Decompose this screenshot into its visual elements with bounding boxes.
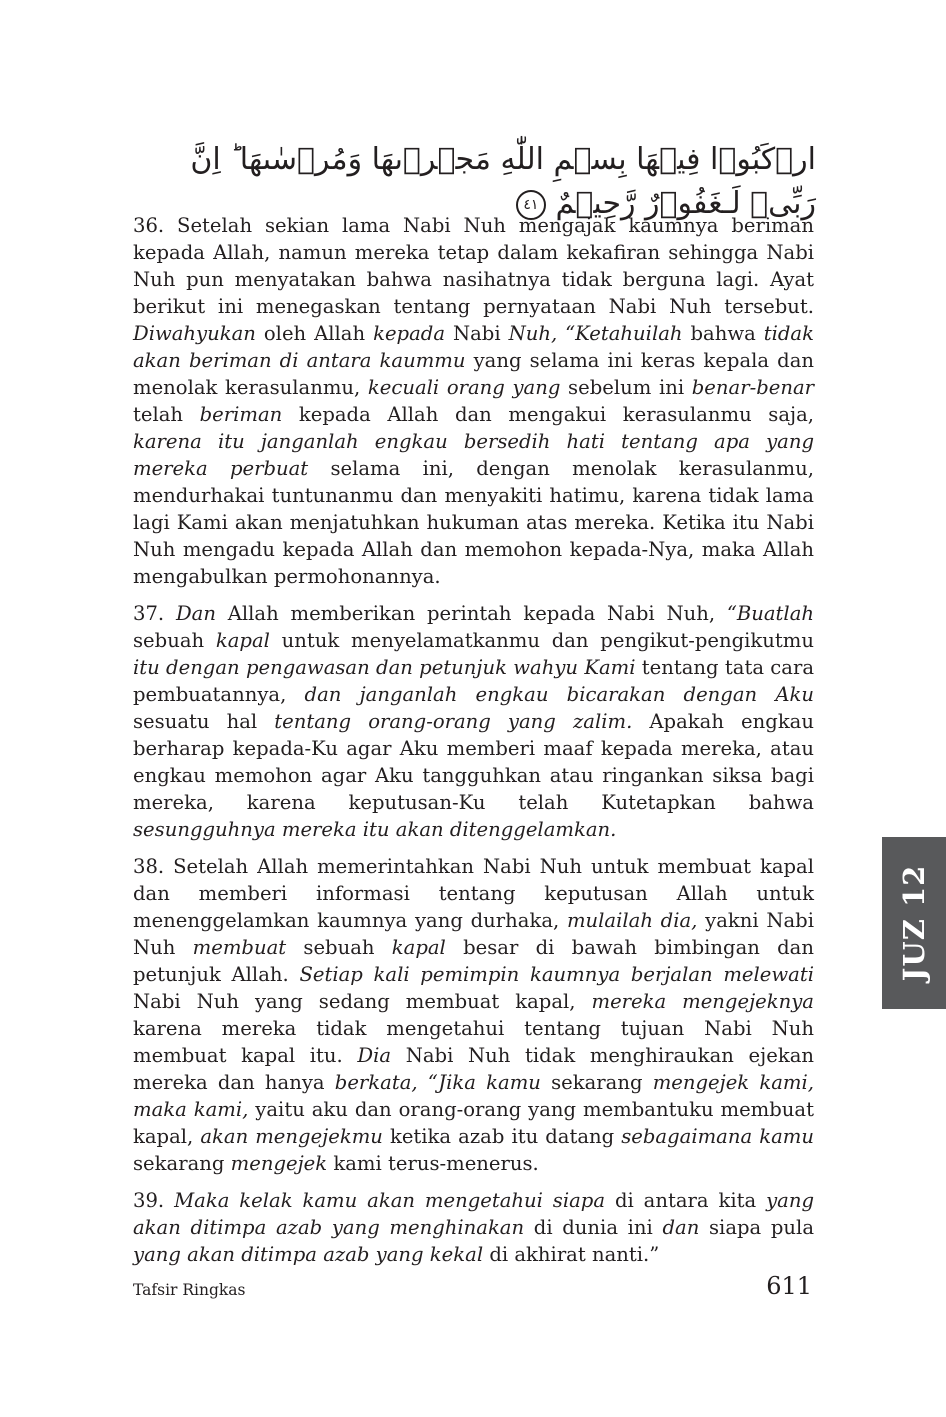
text-segment: sesuatu hal bbox=[133, 710, 275, 733]
italic-text: membuat bbox=[192, 936, 287, 959]
text-segment: Apakah engkau berharap kepada-Ku agar Aku memberi maaf kepada mereka, atau engkau memohon agar Aku tangguhkan atau ringankan siksa bagi mereka, karena keputusan-Ku telah Kutetapkan bahwa bbox=[133, 710, 814, 814]
text-segment: sekarang bbox=[133, 1152, 231, 1175]
italic-text: kapal bbox=[215, 629, 270, 652]
text-segment: oleh Allah bbox=[255, 322, 374, 345]
italic-text: kapal bbox=[391, 936, 446, 959]
text-segment: sekarang bbox=[540, 1071, 653, 1094]
text-segment: ketika azab itu datang bbox=[382, 1125, 622, 1148]
italic-text: karena itu janganlah engkau bersedih hati tentang apa yang mereka perbuat bbox=[133, 430, 814, 480]
text-segment: selama ini, dengan menolak kerasulanmu, mendurhakai tuntunanmu dan menyakiti hatimu, karena tidak lama lagi Kami akan menjatuhkan hukuman atas mereka. Ketika itu Nabi Nuh mengadu kepada Allah dan memohon kepada-Nya, maka Allah mengabulkan permohonannya. bbox=[133, 457, 814, 588]
italic-text: sesungguhnya mereka itu akan ditenggelamkan. bbox=[133, 818, 617, 841]
italic-text: itu dengan pengawasan dan petunjuk wahyu Kami bbox=[133, 656, 636, 679]
text-segment: Nabi Nuh tidak menghiraukan ejekan mereka dan hanya bbox=[133, 1044, 814, 1094]
italic-text: Maka kelak kamu akan mengetahui siapa bbox=[174, 1189, 606, 1212]
arabic-verse-text: ارۡكَبُوۡا فِيۡهَا بِسۡمِ اللّٰهِ مَجۡرٖٮهَا وَمُرۡسٰٮهَا ؕ اِنَّ رَبِّىۡ لَـغَفُوۡرٌ رَّحِيۡمٌ bbox=[190, 142, 816, 221]
text-segment: bahwa bbox=[682, 322, 764, 345]
text-segment: Nabi Nuh yang sedang membuat kapal, bbox=[133, 990, 592, 1013]
italic-text: “Buatlah bbox=[726, 602, 815, 625]
juz-side-tab bbox=[882, 837, 946, 1009]
italic-text: benar-benar bbox=[691, 376, 814, 399]
text-segment: siapa pula bbox=[699, 1216, 814, 1239]
italic-text: Dia bbox=[357, 1044, 392, 1067]
italic-text: Dan bbox=[175, 602, 216, 625]
commentary-paragraph bbox=[133, 600, 814, 843]
footer-book-title: Tafsir Ringkas bbox=[133, 1281, 246, 1299]
text-segment: sebelum ini bbox=[560, 376, 692, 399]
text-segment: sebuah bbox=[133, 629, 216, 652]
italic-text: yang akan ditimpa azab yang menghinakan bbox=[133, 1189, 815, 1239]
italic-text: mulailah dia, bbox=[566, 909, 698, 932]
text-segment: kepada Allah dan mengakui kerasulanmu saja, bbox=[282, 403, 814, 426]
text-segment: yaitu aku dan orang-orang yang membantuku membuat kapal, bbox=[133, 1098, 814, 1148]
italic-text: akan mengejekmu bbox=[200, 1125, 383, 1148]
verse-number-marker: ٤١ bbox=[516, 190, 546, 220]
juz-label: JUZ 12 bbox=[897, 864, 931, 982]
italic-text: berkata, “Jika kamu bbox=[334, 1071, 541, 1094]
italic-text: beriman bbox=[199, 403, 283, 426]
text-segment: 39. bbox=[133, 1189, 175, 1212]
italic-text: tentang orang-orang yang zalim. bbox=[274, 710, 633, 733]
commentary-paragraph bbox=[133, 212, 814, 590]
text-segment: besar di bawah bimbingan dan petunjuk Allah. bbox=[133, 936, 814, 986]
text-segment: 37. bbox=[133, 602, 176, 625]
text-segment: di dunia ini bbox=[524, 1216, 663, 1239]
text-segment: yakni Nabi Nuh bbox=[133, 909, 814, 959]
text-segment: telah bbox=[133, 403, 200, 426]
italic-text: mengejek bbox=[230, 1152, 328, 1175]
text-segment: yang selama ini keras kepala dan menolak kerasulanmu, bbox=[133, 349, 814, 399]
text-segment: kami terus-menerus. bbox=[327, 1152, 539, 1175]
text-segment: sebuah bbox=[286, 936, 392, 959]
italic-text: tidak akan beriman di antara kaummu bbox=[133, 322, 814, 372]
text-segment: di akhirat nanti.” bbox=[483, 1243, 660, 1266]
text-segment: 38. Setelah Allah memerintahkan Nabi Nuh untuk membuat kapal dan memberi informasi tentang keputusan Allah untuk menenggelamkan kaumnya yang durhaka, bbox=[133, 855, 814, 932]
italic-text: mereka mengejeknya bbox=[591, 990, 814, 1013]
italic-text: sebagaimana kamu bbox=[621, 1125, 814, 1148]
italic-text: dan bbox=[662, 1216, 700, 1239]
text-segment: Allah memberikan perintah kepada Nabi Nuh, bbox=[215, 602, 727, 625]
commentary-paragraph bbox=[133, 1187, 814, 1268]
page-number: 611 bbox=[766, 1272, 812, 1300]
commentary-body bbox=[133, 212, 814, 1278]
text-segment: 36. Setelah sekian lama Nabi Nuh mengajak kaumnya beriman kepada Allah, namun mereka tetap dalam kekafiran sehingga Nabi Nuh pun menyatakan bahwa nasihatnya tidak berguna lagi. Ayat berikut ini menegaskan tentang pernyataan Nabi Nuh tersebut. bbox=[133, 214, 814, 318]
italic-text: Setiap kali pemimpin kaumnya berjalan melewati bbox=[299, 963, 814, 986]
text-segment: untuk menyelamatkanmu dan pengikut-pengikutmu bbox=[269, 629, 814, 652]
italic-text: kecuali orang yang bbox=[367, 376, 561, 399]
italic-text: yang akan ditimpa azab yang kekal bbox=[133, 1243, 484, 1266]
italic-text: Nuh, “Ketahuilah bbox=[508, 322, 683, 345]
italic-text: Diwahyukan bbox=[133, 322, 256, 345]
commentary-paragraph bbox=[133, 853, 814, 1177]
text-segment: Nabi bbox=[445, 322, 509, 345]
italic-text: mengejek kami, maka kami, bbox=[133, 1071, 814, 1121]
text-segment: di antara kita bbox=[605, 1189, 767, 1212]
text-segment: karena mereka tidak mengetahui tentang tujuan Nabi Nuh membuat kapal itu. bbox=[133, 1017, 814, 1067]
italic-text: dan janganlah engkau bicarakan dengan Aku bbox=[304, 683, 814, 706]
text-segment: tentang tata cara pembuatannya, bbox=[133, 656, 814, 706]
italic-text: kepada bbox=[373, 322, 445, 345]
